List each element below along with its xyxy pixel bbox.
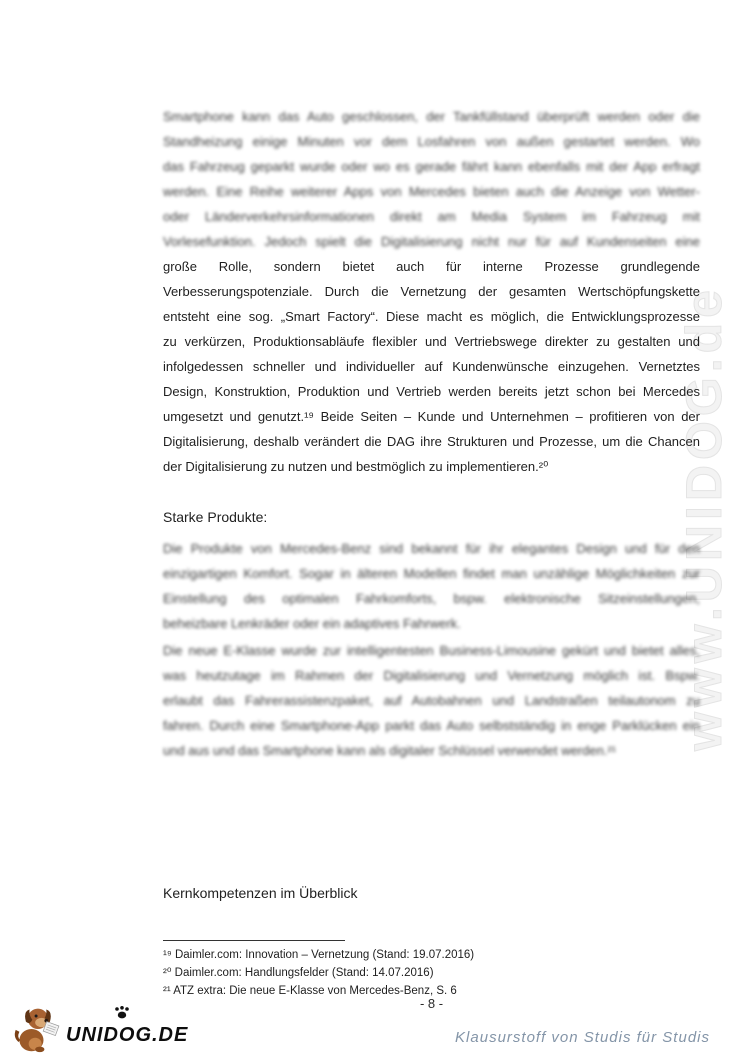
footnote-line: ¹⁹ Daimler.com: Innovation – Vernetzung (Stand: 19.07.2016) — [163, 949, 475, 961]
text-line: große Rolle, sondern bietet auch für interne Prozesse grundlegende — [163, 259, 700, 274]
footnote-separator — [163, 940, 345, 941]
page-footer — [0, 1000, 750, 1060]
text-line: Die Produkte von Mercedes-Benz sind bekannt für ihr elegantes Design und für den — [163, 541, 700, 556]
text-line: werden. Eine Reihe weiterer Apps von Mercedes bieten auch die Anzeige von Wetter- — [163, 184, 700, 199]
text-line: und aus und das Smartphone kann als digitaler Schlüssel verwendet werden.²¹ — [163, 743, 617, 758]
text-line: umgesetzt und genutzt.¹⁹ Beide Seiten – Kunde und Unternehmen – profitieren von der — [163, 409, 700, 424]
text-line: einzigartigen Komfort. Sogar in älteren Modellen findet man unzählige Möglichkeiten zur — [163, 566, 700, 581]
text-line: Einstellung des optimalen Fahrkomforts, bspw. elektronische Sitzeinstellungen, — [163, 591, 700, 606]
paragraph-blurred-products — [163, 536, 700, 636]
text-line: infolgedessen schneller und individueller auf Kundenwünsche einzugehen. Vernetztes — [163, 359, 700, 374]
footnote-line: ²¹ ATZ extra: Die neue E-Klasse von Mercedes-Benz, S. 6 — [163, 985, 457, 997]
paragraph-blurred-eklasse — [163, 638, 700, 763]
paragraph-blurred-top — [163, 104, 700, 254]
footnotes — [163, 946, 700, 1000]
unidog-logo-text: UNIDOG.DE — [66, 1024, 189, 1046]
text-line: zu verkürzen, Produktionsabläufe flexibler und Vertriebswege direkter zu gestalten und — [163, 334, 700, 349]
text-line: der Digitalisierung zu nutzen und bestmöglich zu implementieren.²⁰ — [163, 459, 549, 474]
text-line: beheizbare Lenkräder oder ein adaptives Fahrwerk. — [163, 616, 461, 631]
text-line: Vorlesefunktion. Jedoch spielt die Digitalisierung nicht nur für auf Kundenseiten eine — [163, 234, 700, 249]
page-number: - 8 - — [419, 996, 444, 1011]
text-line: Verbesserungspotenziale. Durch die Vernetzung der gesamten Wertschöpfungskette — [163, 284, 700, 299]
text-line: fahren. Durch eine Smartphone-App parkt das Auto selbstständig in enge Parklücken ein — [163, 718, 700, 733]
text-line: Smartphone kann das Auto geschlossen, der Tankfüllstand überprüft werden oder die — [163, 109, 700, 124]
text-line: was heutzutage im Rahmen der Digitalisierung und Vernetzung möglich ist. Bspw. — [163, 668, 700, 683]
dog-mascot-icon — [12, 1004, 62, 1054]
text-line: Digitalisierung, deshalb verändert die DAG ihre Strukturen und Prozesse, um die Chancen — [163, 434, 700, 449]
text-line: Standheizung einige Minuten vor dem Losfahren von außen gestartet werden. Wo — [163, 134, 700, 149]
text-line: Design, Konstruktion, Produktion und Vertrieb werden bereits jetzt schon bei Mercedes — [163, 384, 700, 399]
text-line: oder Länderverkehrsinformationen direkt am Media System im Fahrzeug mit — [163, 209, 700, 224]
heading-starke-produkte: Starke Produkte: — [163, 509, 268, 525]
text-line: das Fahrzeug geparkt wurde oder wo es gerade fährt kann ebenfalls mit der App erfragt — [163, 159, 700, 174]
text-line: Die neue E-Klasse wurde zur intelligentesten Business-Limousine gekürt und bietet alles, — [163, 643, 700, 658]
text-line: erlaubt das Fahrerassistenzpaket, auf Autobahnen und Landstraßen teilautonom zu — [163, 693, 700, 708]
paw-print-icon — [114, 1006, 130, 1020]
paragraph-clear — [163, 254, 700, 479]
text-line: entsteht eine sog. „Smart Factory“. Diese macht es möglich, die Entwicklungsprozesse — [163, 309, 700, 324]
watermark-text: www.UNIDOG.de — [676, 285, 732, 751]
footer-tagline: Klausurstoff von Studis für Studis — [455, 1029, 710, 1046]
unidog-logo — [12, 1004, 189, 1054]
footnote-line: ²⁰ Daimler.com: Handlungsfelder (Stand: 14.07.2016) — [163, 967, 434, 979]
heading-kernkompetenzen: Kernkompetenzen im Überblick — [163, 885, 358, 901]
